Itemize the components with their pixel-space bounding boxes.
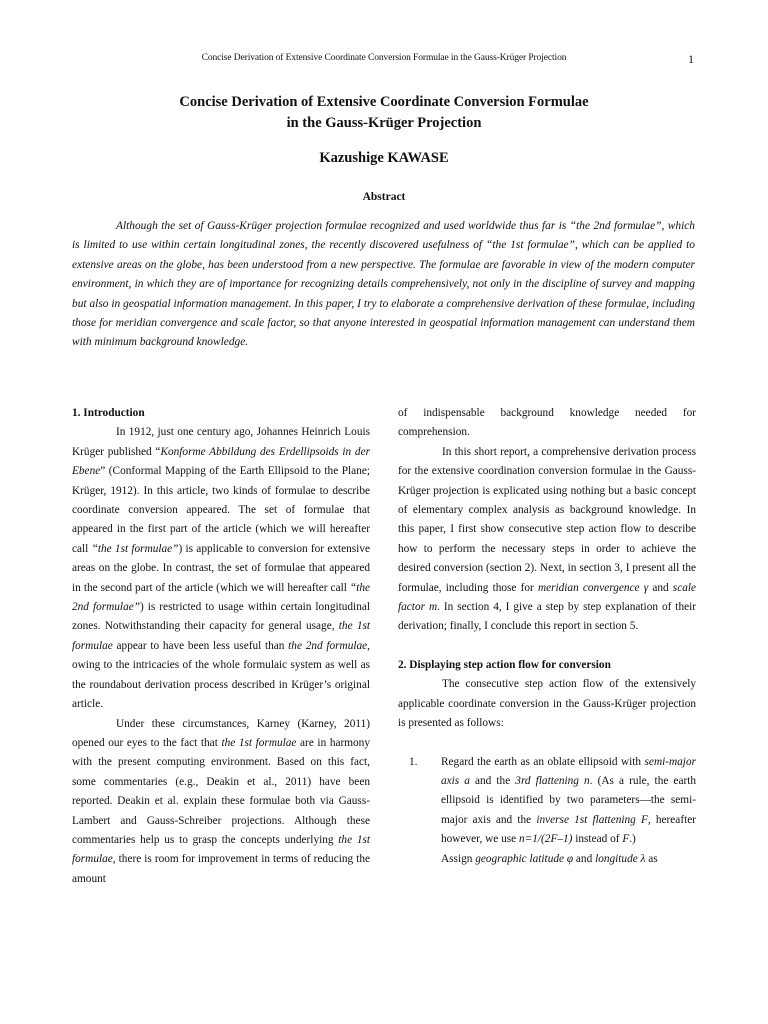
section-2-heading: 2. Displaying step action flow for conversion [398,658,611,671]
abstract-heading: Abstract [362,191,406,203]
list-item [398,753,696,869]
introduction-heading: 1. Introduction [72,407,145,419]
step-list [398,753,696,869]
step-1-assign: Assign geographic latitude φ and longitude λ as [441,852,658,865]
step-number: 1. [409,755,418,768]
step-1-text: Regard the earth as an oblate ellipsoid with semi-major axis a and the 3rd flattening n. (As a rule, the earth ellipsoid is identified by two parameters—the semi-major axis and the inverse 1st flattening F, hereafter however, we use n=1/(2F–1) instead of F.) [441,755,697,846]
abstract-text: Although the set of Gauss-Krüger projection formulae recognized and used worldwide thus far is “the 2nd formulae”, which is limited to use within certain longitudinal zones, the recently discovered usefulness of “the 1st formulae”, which can be applied to extensive areas on the globe, has been understood from a new perspective. The formulae are favorable in view of the modern computer environment, in which they are of importance for recognizing details comprehensively, not only in the discipline of survey and mapping but also in geospatial information management. In this paper, I try to elaborate a comprehensive derivation of these formulae, including those for meridian convergence and scale factor, so that anyone interested in geospatial information management can understand them with minimum background knowledge. [72,220,695,349]
left-column [72,404,370,889]
title-line-2: in the Gauss-Krüger Projection [286,115,482,131]
right-column [398,404,696,869]
running-header: Concise Derivation of Extensive Coordinate Conversion Formulae in the Gauss-Krüger Projection [201,53,567,63]
intro-paragraph-2-continued: of indispensable background knowledge needed for comprehension. [398,407,696,439]
intro-paragraph-1: In 1912, just one century ago, Johannes Heinrich Louis Krüger published “Konforme Abbildung des Erdellipsoids in der Ebene” (Conformal Mapping of the Earth Ellipsoid to the Plane; Krüger, 1912). In this article, two kinds of formulae to describe coordinate conversion appeared. The set of formulae that appeared in the first part of the article (which we will hereafter call “the 1st formulae”) is applicable to conversion for extensive areas on the globe. In contrast, the set of formulae that appeared in the second part of the article (which we will hereafter call “the 2nd formulae”) is restricted to usage within certain longitudinal zones. Notwithstanding their capacity for general usage, the 1st formulae appear to have been less useful than the 2nd formulae, owing to the intricacies of the whole formulaic system as well as the roundabout derivation process described in Krüger’s original article. [72,426,370,711]
intro-paragraph-2: Under these circumstances, Karney (Karney, 2011) opened our eyes to the fact that the 1st formulae are in harmony with the present computing environment. Based on this fact, some commentaries (e.g., Deakin et al., 2011) have been reported. Deakin et al. explain these formulae both via Gauss-Lambert and Gauss-Schreiber projections. Although these commentaries help us to grasp the concepts underlying the 1st formulae, there is room for improvement in terms of reducing the amount [72,717,371,885]
paper-title [0,92,768,134]
intro-paragraph-3: In this short report, a comprehensive derivation process for the extensive coordination conversion formulae in the Gauss-Krüger projection is explicated using nothing but a basic concept of elementary complex analysis as background knowledge. In this paper, I first show consecutive step action flow to describe how to perform the necessary steps in order to achieve the desired conversion (section 2). Next, in section 3, I present all the formulae, including those for meridian convergence γ and scale factor m. In section 4, I give a step by step explanation of their derivation; finally, I conclude this report in section 5. [398,445,697,633]
kruger-article-title: Konforme Abbildung des Erdellipsoids in der Ebene [72,445,370,478]
section-2-intro: The consecutive step action flow of the extensively applicable coordinate conversion in the Gauss-Krüger projection is presented as follows: [398,678,696,730]
author-name: Kazushige KAWASE [319,150,449,166]
title-line-1: Concise Derivation of Extensive Coordinate Conversion Formulae [179,94,589,110]
page-number: 1 [688,52,694,66]
